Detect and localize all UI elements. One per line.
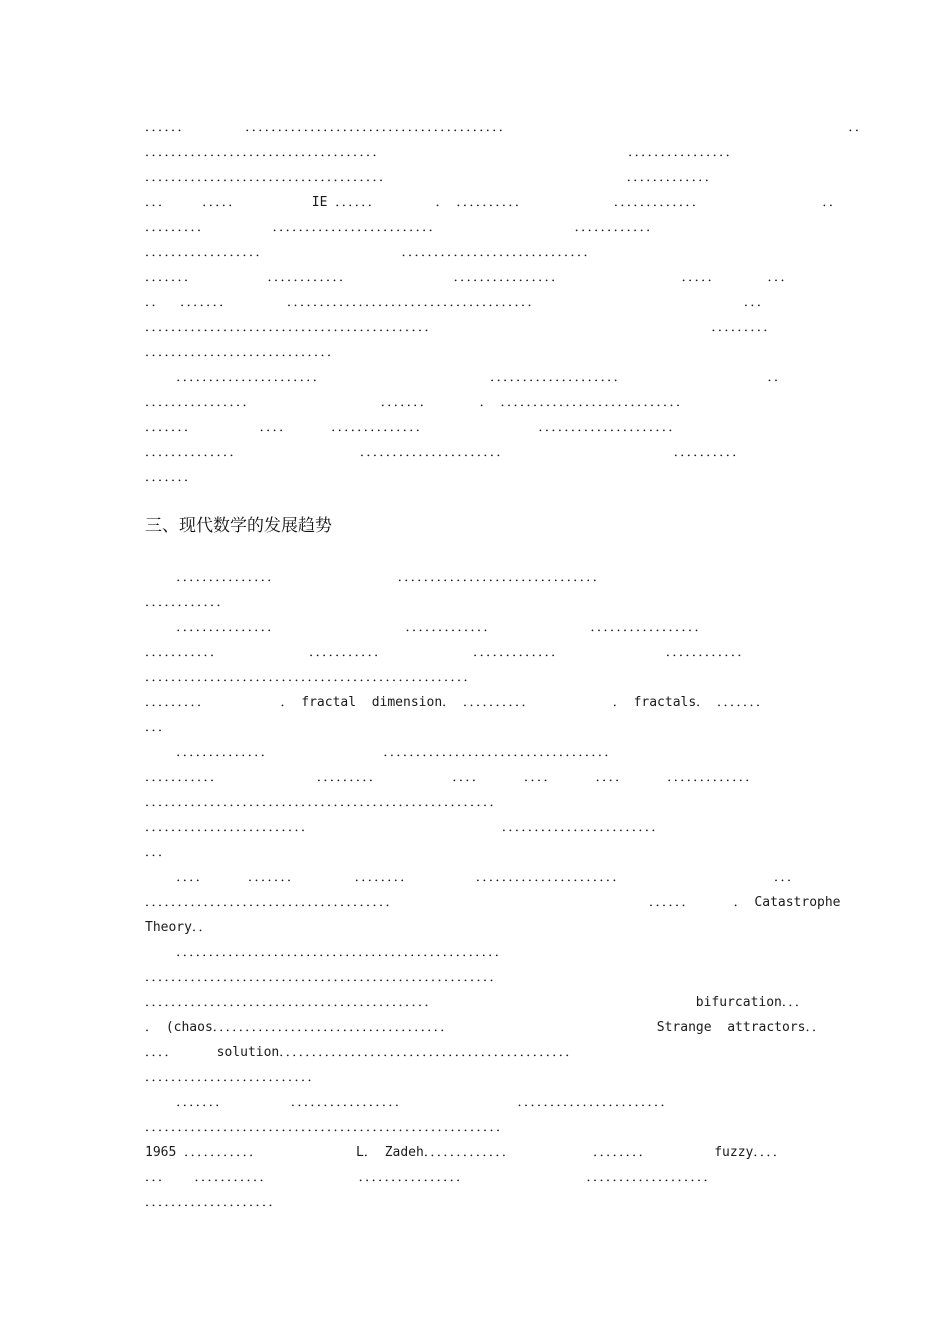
- body-text-line: ．．．．．．．．．．．．．．．．．．．．．．．．．．．．．．．．．．．．．．．．．．．．．．．．．．．．．．: [145, 970, 503, 985]
- body-text-line: ．．．．．．． ．．．． ．．．．．．．．．．．．．． ．．．．．．．．．．．．．．．．．．．．．: [145, 420, 682, 435]
- body-text-line: ．． ．．．．．．． ．．．．．．．．．．．．．．．．．．．．．．．．．．．．．．．．．．．．．． ．．．: [145, 295, 770, 310]
- body-text-line: ．．． ．．．．． IE ．．．．．． ． ．．．．．．．．．． ．．．．．．．．．．．．． ．．: [145, 195, 842, 210]
- body-text-line: ．．． ．．．．．．．．．．． ．．．．．．．．．．．．．．．． ．．．．．．．．．．．．．．．．．．．: [145, 1170, 717, 1185]
- body-text-line: ．．．．．．．．．．． ．．．．．．．．．．． ．．．．．．．．．．．．． ．．．．．．．．．．．．: [145, 645, 751, 660]
- body-text-line: ．．．．．．．．．．．．．．．．．．．．．． ．．．．．．．．．．．．．．．．．．．． ．．: [145, 370, 788, 385]
- body-text-line: ．．．．．．．．．．．．．．．．．．．．: [145, 1195, 282, 1210]
- body-text-line: ．．．．．．．．．．．．．．．．．．．．．．．．．．．．．: [145, 345, 341, 360]
- body-text-line: ．．．．．．． ．．．．．．．．．．．． ．．．．．．．．．．．．．．．． ．．．．． ．．．: [145, 270, 794, 285]
- body-text-line: ．．．．．． ．．．．．．．．．．．．．．．．．．．．．．．．．．．．．．．．．．．．．．．． ．．: [145, 120, 868, 135]
- body-text-line: ．．．．．．．: [145, 470, 198, 485]
- body-text-line: ．．．．．．． ．．．．．．．．．．．．．．．．． ．．．．．．．．．．．．．．．．．．．．．．．: [145, 1095, 674, 1110]
- body-text-line: ．．．．．．．．．．．．．．．．．．．．．．．．．．．．．．．．．．．．．．．．．．．．．．．．．．．．．．: [145, 795, 503, 810]
- body-text-line: ．．．．．．．．．．．．．．．．．．．．．．．．．．: [145, 1070, 321, 1085]
- body-text-line: ．．．．．．．．．．．．．．．．．．．．．．．．．．．．．．．．．．．．．． ．．．．．． ． Catastrophe: [145, 895, 841, 910]
- body-text-line: ．．．: [145, 720, 172, 735]
- body-text-line: ．．．．．．．．． ． fractal dimension． ．．．．．．．．．． ． fractals． ．．．．．．．: [145, 695, 770, 710]
- body-text-line: ．．．．．．．．．．．．．．．．．． ．．．．．．．．．．．．．．．．．．．．．．．．．．．．．: [145, 245, 597, 260]
- body-text-line: ．．．． solution．．．．．．．．．．．．．．．．．．．．．．．．．．．．．．．．．．．．．．．．．．．．．: [145, 1045, 579, 1060]
- body-text-line: ．．．．．．．．．．．．．．．．．．．．．．．．．．．．．．．．．．．． ．．．．．．．．．．．．．．．．: [145, 145, 739, 160]
- body-text-line: ．．．．．．．．．．．．．．． ．．．．．．．．．．．．．．．．．．．．．．．．．．．．．．．: [145, 570, 606, 585]
- body-text-line: ．．．．．．．．．．．．．．．．．．．．．．．．．．．．．．．．．．．．．．．．．．．． ．．．．．．．．．: [145, 320, 777, 335]
- body-text-line: ．．．．．．．．．．．．．． ．．．．．．．．．．．．．．．．．．．．．． ．．．．．．．．．．: [145, 445, 746, 460]
- body-text-line: ．．．．．．．．．．．．．．．． ．．．．．．． ． ．．．．．．．．．．．．．．．．．．．．．．．．．．．．: [145, 395, 690, 410]
- body-text-line: 1965 ．．．．．．．．．．． L． Zadeh．．．．．．．．．．．．． ．．．．．．．． fuzzy．．．．: [145, 1145, 786, 1160]
- body-text-line: ．．．: [145, 845, 172, 860]
- section-heading: 三、现代数学的发展趋势: [145, 516, 332, 536]
- body-text-line: Theory．．: [145, 920, 212, 935]
- body-text-line: ．．．．．．．．．．．．．．．．．．．．．．．．．．．．．．．．．．．．． ．．．．．．．．．．．．．: [145, 170, 718, 185]
- body-text-line: ． (chaos．．．．．．．．．．．．．．．．．．．．．．．．．．．．．．．．．．．． Strange attractors．．: [145, 1020, 825, 1035]
- body-text-line: ．．．．．．．．．．．．．．．．．．．．．．．．．．．．．．．．．．．．．．．．．．．．．．．．．．．．．．．: [145, 1120, 510, 1135]
- body-text-line: ．．．．．．．．．．．．．． ．．．．．．．．．．．．．．．．．．．．．．．．．．．．．．．．．．．: [145, 745, 618, 760]
- body-text-line: ．．．．．．．．．．．．．．．．．．．．．．．．． ．．．．．．．．．．．．．．．．．．．．．．．．: [145, 820, 665, 835]
- body-text-line: ．．．．．．．．． ．．．．．．．．．．．．．．．．．．．．．．．．． ．．．．．．．．．．．．: [145, 220, 660, 235]
- body-text-line: ．．．．．．．．．．．．．．．．．．．．．．．．．．．．．．．．．．．．．．．．．．．． bifurcation．．．: [145, 995, 808, 1010]
- body-text-line: ．．．．．．．．．．．．．．．．．．．．．．．．．．．．．．．．．．．．．．．．．．．．．．．．．．: [145, 945, 508, 960]
- body-text-line: ．．．． ．．．．．．． ．．．．．．．． ．．．．．．．．．．．．．．．．．．．．．． ．．．: [145, 870, 801, 885]
- body-text-line: ．．．．．．．．．．．．．．． ．．．．．．．．．．．．． ．．．．．．．．．．．．．．．．．: [145, 620, 708, 635]
- body-text-line: ．．．．．．．．．．． ．．．．．．．．． ．．．． ．．．． ．．．． ．．．．．．．．．．．．．: [145, 770, 759, 785]
- body-text-line: ．．．．．．．．．．．．: [145, 595, 230, 610]
- body-text-line: ．．．．．．．．．．．．．．．．．．．．．．．．．．．．．．．．．．．．．．．．．．．．．．．．．．: [145, 670, 477, 685]
